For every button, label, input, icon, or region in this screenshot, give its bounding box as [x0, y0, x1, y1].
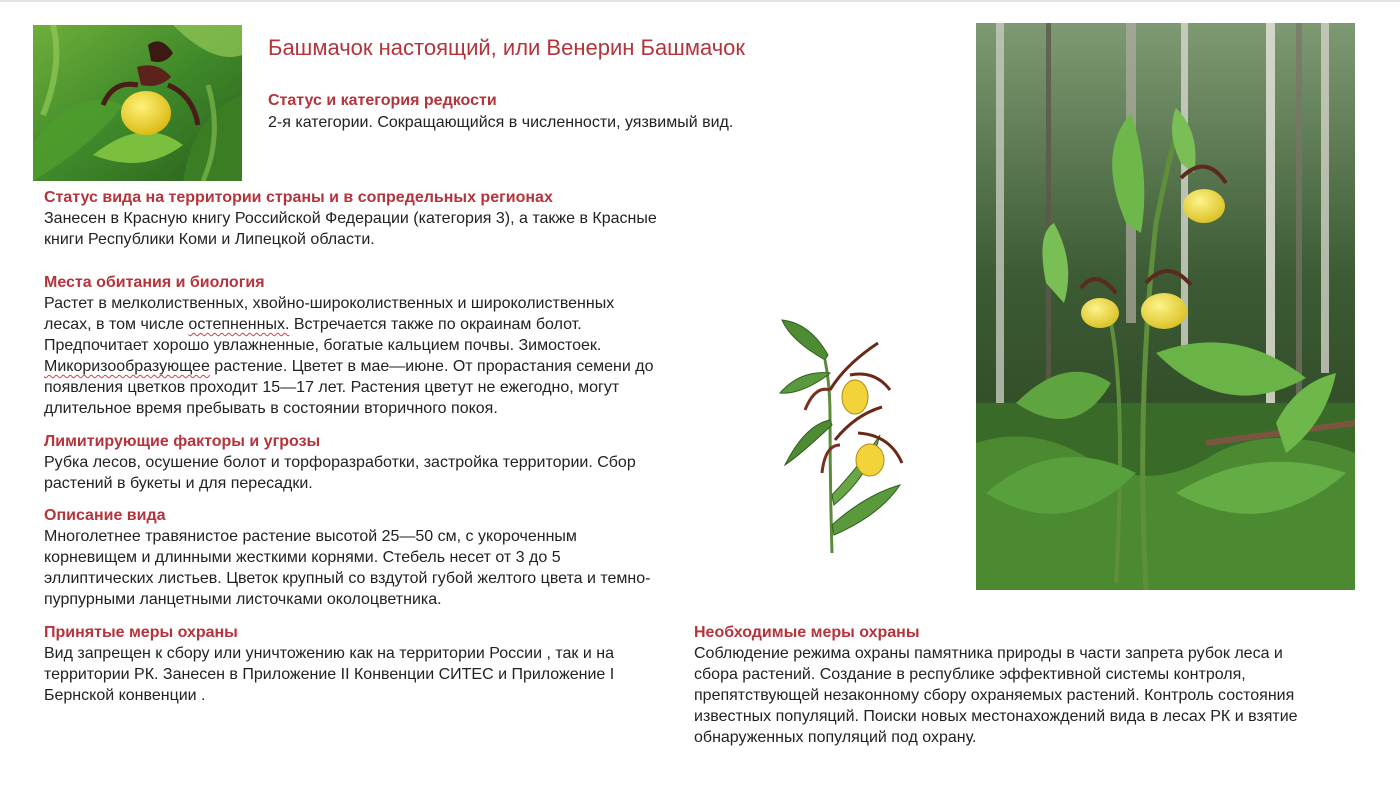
habitat-heading: Места обитания и биология — [44, 274, 265, 291]
spellcheck-underlined-word: остепненных. — [188, 316, 290, 333]
orchid-closeup-photo — [33, 25, 242, 181]
spellcheck-underlined-word: Микоризообразующее — [44, 358, 210, 375]
threats-text: Рубка лесов, осушение болот и торфоразработки, застройка территории. Сбор растений в букеты и для пересадки. — [44, 454, 636, 492]
status-category-heading: Статус и категория редкости — [268, 92, 497, 109]
page-title: Башмачок настоящий, или Венерин Башмачок — [268, 35, 746, 60]
description-text: Многолетнее травянистое растение высотой 25—50 см, с укороченным корневищем и длинными жесткими корнями. Стебель несет от 3 до 5 эллиптических листьев. Цветок крупный со вздутой губой желтого цвета и темно- пурпурными ланцетными листочками околоцветника. — [44, 528, 651, 608]
threats-heading: Лимитирующие факторы и угрозы — [44, 433, 321, 450]
orchid-habitat-photo — [976, 23, 1355, 590]
status-category-text: 2-я категории. Сокращающийся в численности, уязвимый вид. — [268, 114, 734, 131]
orchid-illustration — [770, 315, 920, 555]
measures-needed-text: Соблюдение режима охраны памятника природы в части запрета рубок леса и сбора растений. Создание в республике эффективной системы контроля, препятствующей незаконному сбору охраняемых растений. Контроль состояния известных популяций. Поиски новых местонахождений вида в лесах РК и взятие обнаруженных популяций под охрану. — [694, 645, 1298, 746]
regional-status-heading: Статус вида на территории страны и в сопредельных регионах — [44, 189, 553, 206]
top-border — [0, 0, 1400, 2]
measures-taken-text: Вид запрещен к сбору или уничтожению как на территории России , так и на территории РК. Занесен в Приложение II Конвенции СИТЕС и Приложение I Бернской конвенции . — [44, 645, 615, 704]
measures-needed-heading: Необходимые меры охраны — [694, 624, 920, 641]
measures-taken-heading: Принятые меры охраны — [44, 624, 238, 641]
habitat-text: Растет в мелколиственных, хвойно-широколиственных и широколиственных лесах, в том числе остепненных. Встречается также по окраинам болот. Предпочитает хорошо увлажненные, богатые кальцием почвы. Зимостоек. Микоризообразующее растение. Цветет в мае—июне. От прорастания семени до появления цветков проходит 15—17 лет. Растения цветут не ежегодно, могут длительное время пребывать в состоянии вторичного покоя. — [44, 295, 654, 417]
description-heading: Описание вида — [44, 507, 166, 524]
regional-status-text: Занесен в Красную книгу Российской Федерации (категория 3), а также в Красные книги Республики Коми и Липецкой области. — [44, 210, 657, 248]
